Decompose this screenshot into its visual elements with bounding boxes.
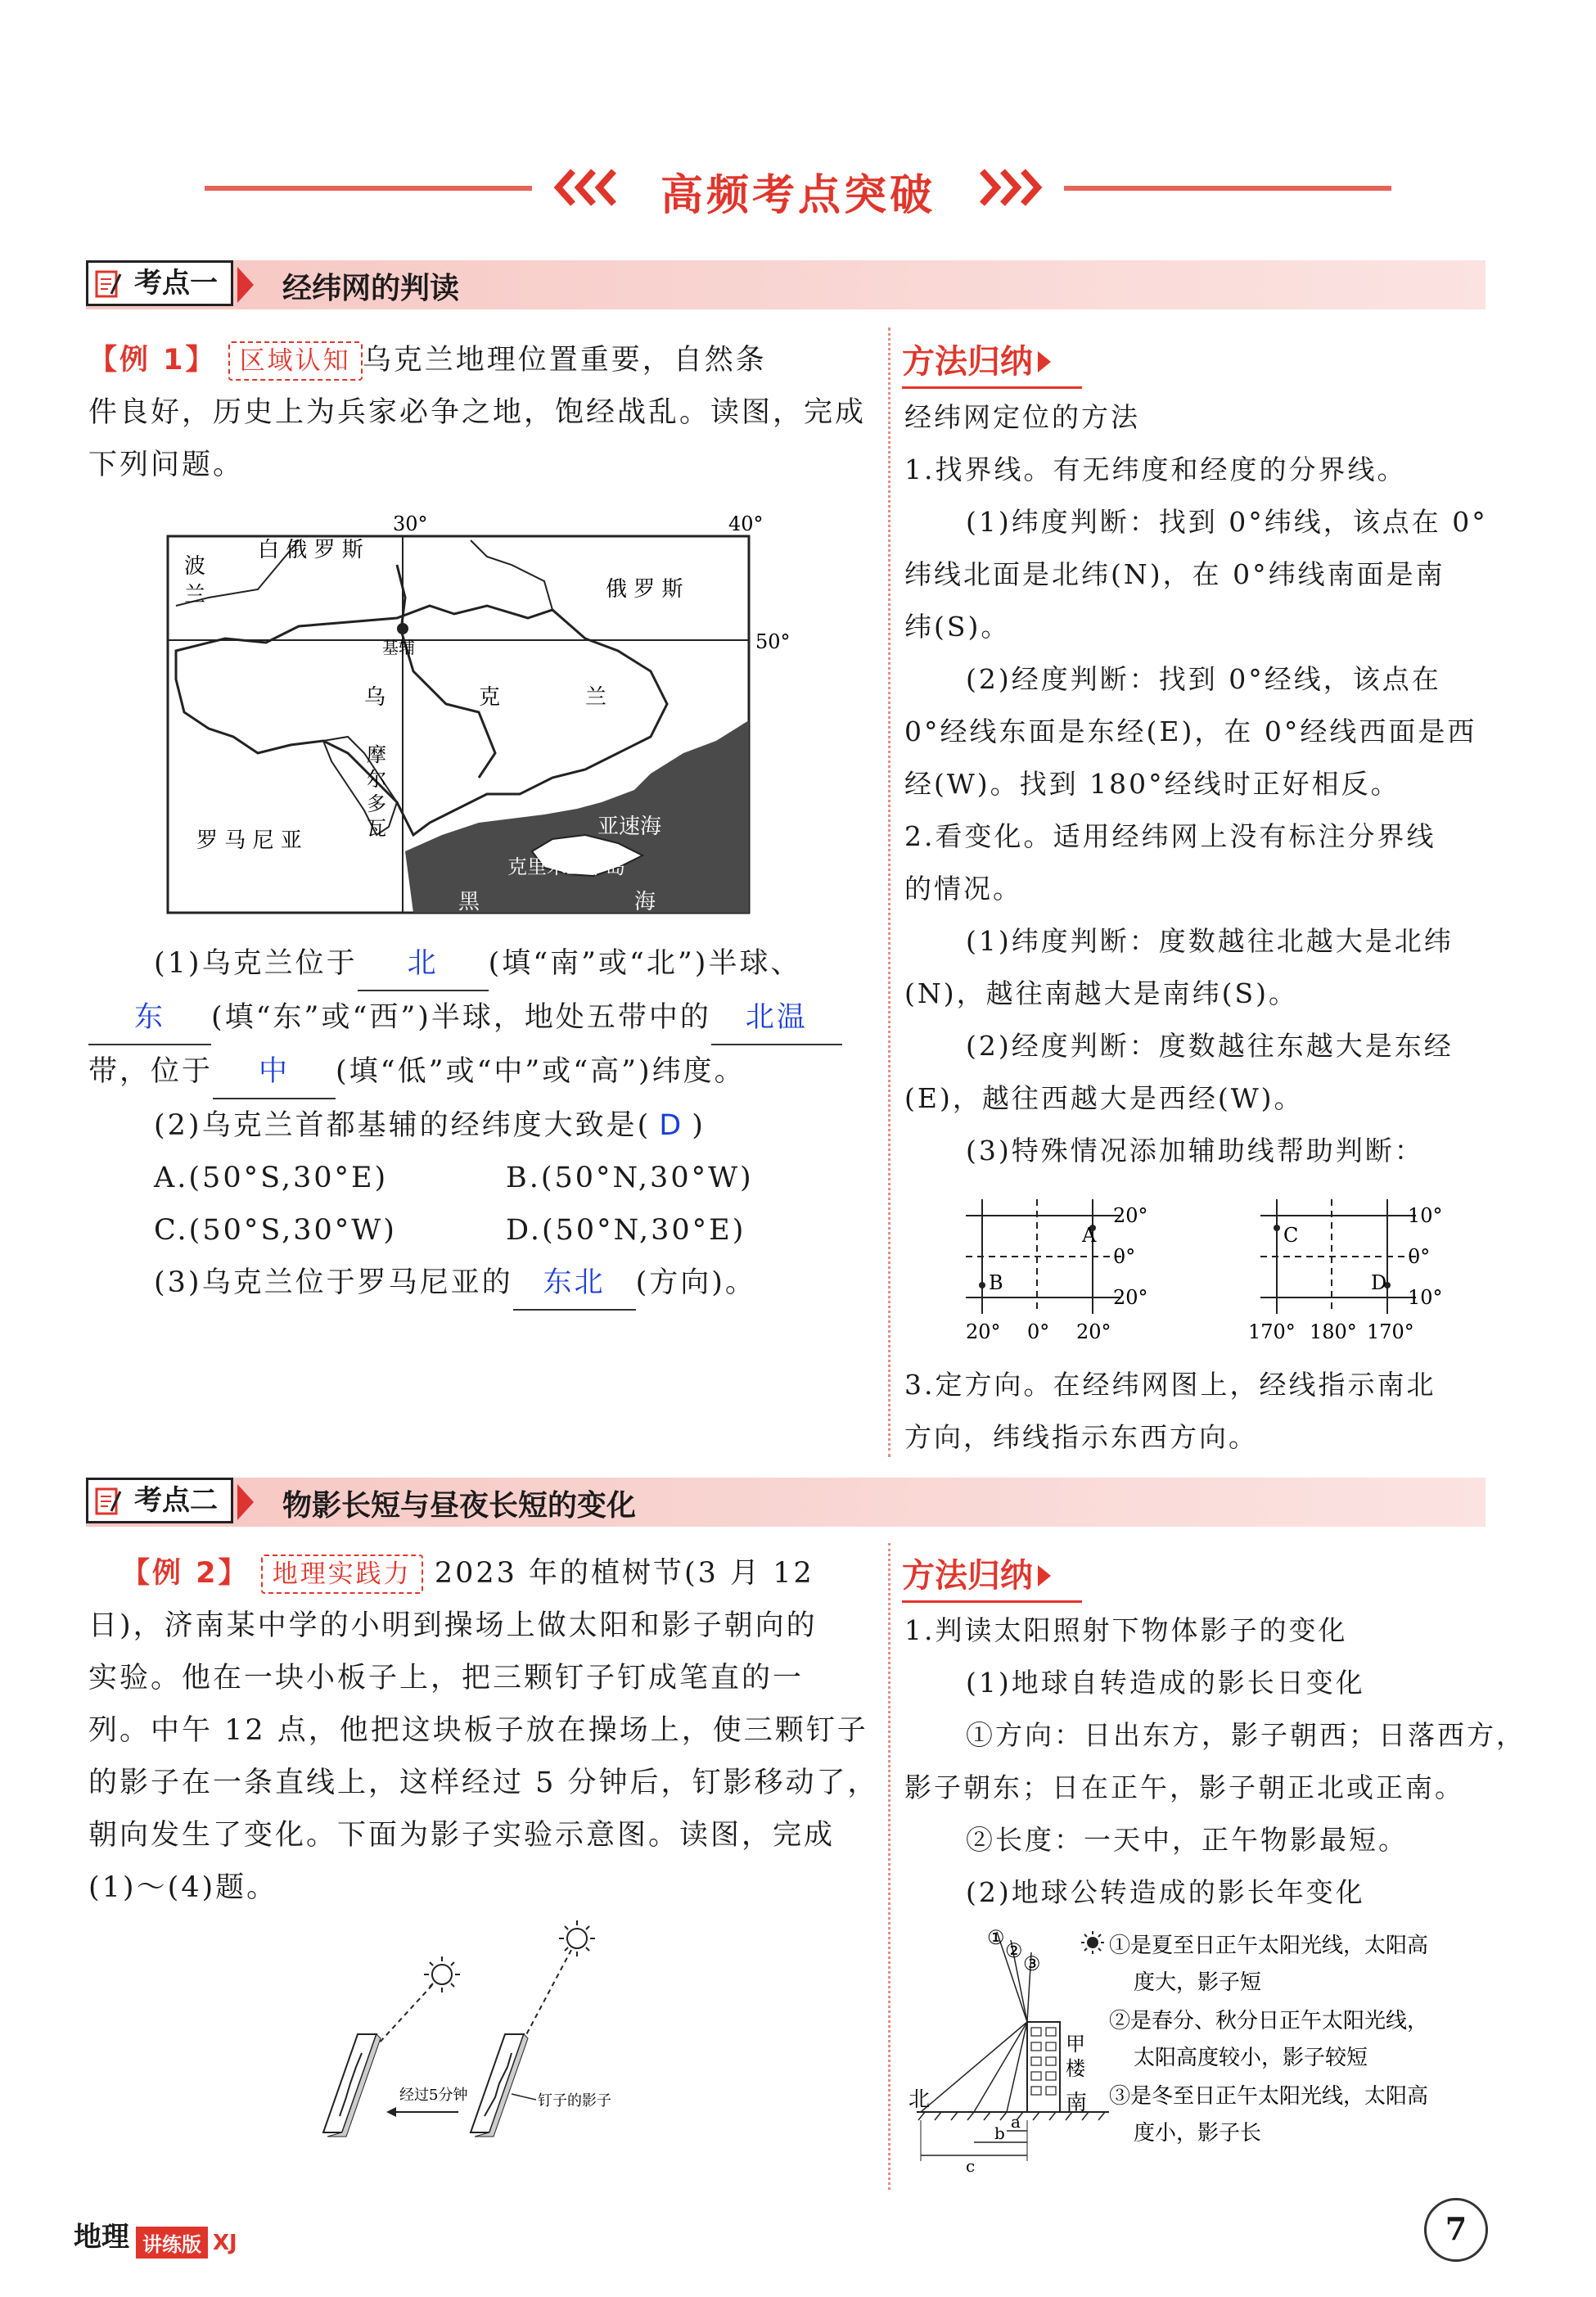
map-label-ukraine-2: 克 <box>479 685 501 710</box>
graticule-a <box>966 1199 1148 1343</box>
column-divider-1 <box>888 327 890 1457</box>
map-lon-30: 30° <box>393 512 428 535</box>
map-lat-50: 50° <box>755 630 791 653</box>
grid-a-lon-l: 20° <box>966 1320 1001 1343</box>
building-label-1: 甲 <box>1066 2033 1085 2056</box>
section-2-header <box>86 1478 1486 1527</box>
grid-b-lon-m: 180° <box>1310 1320 1357 1343</box>
method-1-heading <box>902 336 1051 382</box>
ray-label-1: ① <box>987 1926 1005 1949</box>
example-2-label: 【例 2】 <box>121 1557 250 1590</box>
q2-option-d[interactable]: D.(50°N,30°E) <box>506 1214 746 1247</box>
map-label-ukraine-1: 乌 <box>364 685 386 710</box>
q1-answer-2[interactable]: 东 <box>88 991 211 1045</box>
method-1-line: (1)纬度判断：度数越往北越大是北纬 <box>966 925 1454 957</box>
section-1-tag-label: 考点一 <box>134 267 218 300</box>
method-1-tail <box>904 1359 1510 1464</box>
map-label-moldova-3: 多 <box>367 792 386 815</box>
map-label-romania: 罗 马 尼 亚 <box>196 828 302 853</box>
map-lon-40: 40° <box>728 512 764 535</box>
method-1-tail-line: 方向，纬线指示东西方向。 <box>904 1421 1258 1453</box>
method-2-line: (2)地球公转造成的影长年变化 <box>966 1876 1365 1908</box>
method-1-line: 0°经线东面是东经(E)，在 0°经线西面是西 <box>904 715 1477 747</box>
footer-subject: 地理 <box>74 2221 129 2254</box>
section-2-tag-label: 考点二 <box>134 1484 218 1517</box>
method-1-line: 1.找界线。有无纬度和经度的分界线。 <box>904 454 1407 485</box>
method-2-heading <box>902 1550 1051 1596</box>
graticule-diagrams <box>958 1191 1498 1355</box>
q3-stem: (3)乌克兰位于罗马尼亚的 <box>154 1266 513 1299</box>
footer-edition: 讲练版 <box>136 2227 208 2259</box>
map-label-poland-1: 波 <box>184 554 206 579</box>
q1-part-1: (1)乌克兰位于 <box>154 947 358 980</box>
fig-note-2a: ②是春分、秋分日正午太阳光线， <box>1109 2009 1429 2033</box>
method-1-arrow-icon <box>1038 351 1051 372</box>
example-2-tag: 地理实践力 <box>261 1555 423 1594</box>
shadow-annual-figure <box>908 1928 1514 2182</box>
ray-label-2: ② <box>1005 1939 1023 1962</box>
example-2-body <box>88 1547 879 1914</box>
grid-b-lon-l: 170° <box>1248 1320 1296 1343</box>
example-1-questions <box>88 937 874 1311</box>
example-2-line: 日)，济南某中学的小明到操场上做太阳和影子朝向的 <box>88 1609 818 1642</box>
method-2-line: (1)地球自转造成的影长日变化 <box>966 1667 1365 1699</box>
grid-b-point-c: C <box>1283 1224 1299 1247</box>
q3-answer[interactable]: 东北 <box>513 1257 636 1311</box>
map-label-moldova-1: 摩 <box>367 743 386 766</box>
method-1-tail-line: 3.定方向。在经纬网图上，经线指示南北 <box>904 1369 1436 1401</box>
method-1-line: (3)特殊情况添加辅助线帮助判断： <box>966 1135 1424 1167</box>
method-1-underline <box>902 386 1082 389</box>
direction-south: 南 <box>1066 2091 1088 2115</box>
q2-option-a[interactable]: A.(50°S,30°E) <box>154 1162 389 1194</box>
map-label-moldova-2: 尔 <box>367 768 386 791</box>
example-1-intro-2: 件良好，历史上为兵家必争之地，饱经战乱。读图，完成 <box>88 396 867 429</box>
method-1-line: (2)经度判断：找到 0°经线，该点在 <box>966 663 1441 695</box>
method-2-line: 1.判读太阳照射下物体影子的变化 <box>904 1614 1348 1646</box>
footer <box>74 2214 237 2259</box>
section-1-title: 经纬网的判读 <box>282 272 460 305</box>
ukraine-map <box>160 508 791 925</box>
map-label-belarus: 白 俄 罗 斯 <box>258 538 363 562</box>
q2-option-b[interactable]: B.(50°N,30°W) <box>506 1162 754 1194</box>
section-banner <box>205 156 1391 221</box>
method-1-line: 的情况。 <box>904 873 1022 905</box>
example-1-label: 【例 1】 <box>88 344 217 377</box>
section-2-tag <box>86 1478 233 1523</box>
method-1-line: 经纬网定位的方法 <box>904 401 1140 433</box>
method-2-line: ②长度：一天中，正午物影最短。 <box>966 1824 1408 1856</box>
column-divider-2 <box>888 1543 890 2190</box>
q1-part-3: (填“东”或“西”)半球，地处五带中的 <box>211 1001 711 1034</box>
sun-icon <box>1081 1931 1104 1954</box>
method-1-line: (N)，越往南越大是南纬(S)。 <box>904 977 1298 1009</box>
map-label-azov: 亚速海 <box>597 815 662 839</box>
method-2-line: 影子朝东；日在正午，影子朝正北或正南。 <box>904 1771 1464 1803</box>
example-2-line: 列。中午 12 点，他把这块板子放在操场上，使三颗钉子 <box>88 1714 868 1747</box>
ray-label-3: ③ <box>1023 1952 1041 1975</box>
example-1-intro-1: 乌克兰地理位置重要，自然条 <box>362 344 767 377</box>
q2-close: ) <box>692 1109 706 1142</box>
grid-a-lon-m: 0° <box>1027 1320 1050 1343</box>
example-1-tag: 区域认知 <box>228 341 363 381</box>
grid-a-lat-mid: 0° <box>1113 1245 1136 1268</box>
shadow-experiment-figure <box>295 1916 688 2161</box>
method-1-line: 2.看变化。适用经纬网上没有标注分界线 <box>904 820 1436 852</box>
method-2-line: ①方向：日出东方，影子朝西；日落西方， <box>966 1719 1526 1751</box>
grid-b-lat-top: 10° <box>1408 1204 1443 1227</box>
grid-a-point-b: B <box>989 1271 1003 1294</box>
graticule-b <box>1248 1199 1443 1343</box>
map-label-ukraine-3: 兰 <box>585 685 607 710</box>
example-1-intro-3: 下列问题。 <box>88 449 245 481</box>
banner-title: 高频考点突破 <box>660 171 936 220</box>
example-2-line-1: 2023 年的植树节(3 月 12 <box>434 1557 814 1590</box>
sun-icon <box>559 1920 595 1956</box>
map-label-black-2: 海 <box>634 890 656 914</box>
example-1-intro <box>88 334 874 491</box>
q1-part-5: (填“低”或“中”或“高”)纬度。 <box>336 1055 746 1088</box>
method-2-underline <box>902 1600 1082 1603</box>
q1-part-4: 带，位于 <box>88 1055 214 1088</box>
fig-note-1b: 度大，影子短 <box>1134 1970 1262 1995</box>
q2-answer[interactable]: D <box>659 1109 684 1142</box>
kyiv-marker <box>397 623 408 634</box>
grid-a-lat-bot: 20° <box>1113 1286 1148 1309</box>
map-label-kyiv: 基辅 <box>382 638 415 657</box>
map-label-moldova-4: 瓦 <box>367 817 386 840</box>
map-label-poland-2: 兰 <box>184 583 206 607</box>
page-number: 7 <box>1424 2198 1488 2262</box>
building-label-2: 楼 <box>1066 2057 1085 2080</box>
example-2-line: (1)～(4)题。 <box>88 1871 278 1904</box>
map-label-crimea: 克里米亚半岛 <box>507 855 625 878</box>
grid-b-point-d: D <box>1371 1271 1387 1294</box>
shadow-label-b: b <box>994 2123 1005 2143</box>
method-2-heading-text: 方法归纳 <box>902 1557 1033 1595</box>
method-1-line: 经(W)。找到 180°经线时正好相反。 <box>904 768 1400 800</box>
grid-a-lon-r: 20° <box>1076 1320 1111 1343</box>
method-1-line: (2)经度判断：度数越往东越大是东经 <box>966 1030 1454 1062</box>
direction-north: 北 <box>908 2087 931 2112</box>
q1-answer-1[interactable]: 北 <box>358 937 489 991</box>
grid-a-lat-top: 20° <box>1113 1204 1148 1227</box>
grid-b-lat-mid: 0° <box>1408 1245 1431 1268</box>
fig-nail-shadow: 钉子的影子 <box>538 2092 611 2110</box>
grid-b-lat-bot: 10° <box>1408 1286 1443 1309</box>
q1-answer-4[interactable]: 中 <box>213 1045 336 1099</box>
section-2-title: 物影长短与昼夜长短的变化 <box>282 1489 637 1523</box>
method-1-line: (1)纬度判断：找到 0°纬线，该点在 0° <box>966 506 1488 538</box>
map-label-black-1: 黑 <box>458 890 480 914</box>
note-icon <box>95 269 123 299</box>
method-1-line: 纬线北面是北纬(N)，在 0°纬线南面是南 <box>904 558 1445 590</box>
q2-option-c[interactable]: C.(50°S,30°W) <box>154 1214 397 1247</box>
example-2-line: 的影子在一条直线上，这样经过 5 分钟后，钉影移动了， <box>88 1767 879 1799</box>
section-1-tag <box>86 260 233 306</box>
grid-b-lon-r: 170° <box>1367 1320 1414 1343</box>
fig-note-1a: ①是夏至日正午太阳光线，太阳高 <box>1109 1934 1429 1958</box>
grid-a-point-a: A <box>1082 1224 1097 1247</box>
q2-stem: (2)乌克兰首都基辅的经纬度大致是( <box>154 1109 651 1142</box>
method-1-line: (E)，越往西越大是西经(W)。 <box>904 1082 1304 1114</box>
fig-note-2b: 太阳高度较小，影子较短 <box>1134 2046 1368 2070</box>
section-1-arrow-icon <box>237 267 254 303</box>
note-icon <box>95 1487 123 1516</box>
map-label-russia: 俄 罗 斯 <box>606 577 683 602</box>
example-2-line: 朝向发生了变化。下面为影子实验示意图。读图，完成 <box>88 1819 836 1852</box>
section-2-arrow-icon <box>237 1484 254 1520</box>
method-1-heading-text: 方法归纳 <box>902 343 1033 381</box>
example-2-line: 实验。他在一块小板子上，把三颗钉子钉成笔直的一 <box>88 1662 805 1695</box>
q1-part-2: (填“南”或“北”)半球、 <box>488 947 802 980</box>
section-1-header <box>86 260 1486 309</box>
q3-tail: (方向)。 <box>635 1266 756 1299</box>
shadow-label-a: a <box>1011 2112 1021 2132</box>
fig-after-5-min: 经过5分钟 <box>399 2087 468 2104</box>
method-2-arrow-icon <box>1038 1565 1051 1586</box>
shadow-label-c: c <box>966 2156 976 2176</box>
fig-note-3a: ③是冬至日正午太阳光线，太阳高 <box>1109 2084 1429 2109</box>
fig-note-3b: 度小，影子长 <box>1134 2121 1262 2146</box>
q1-answer-3[interactable]: 北温 <box>711 991 842 1045</box>
method-1-line: 纬(S)。 <box>904 611 1011 643</box>
footer-code: XJ <box>213 2230 237 2255</box>
